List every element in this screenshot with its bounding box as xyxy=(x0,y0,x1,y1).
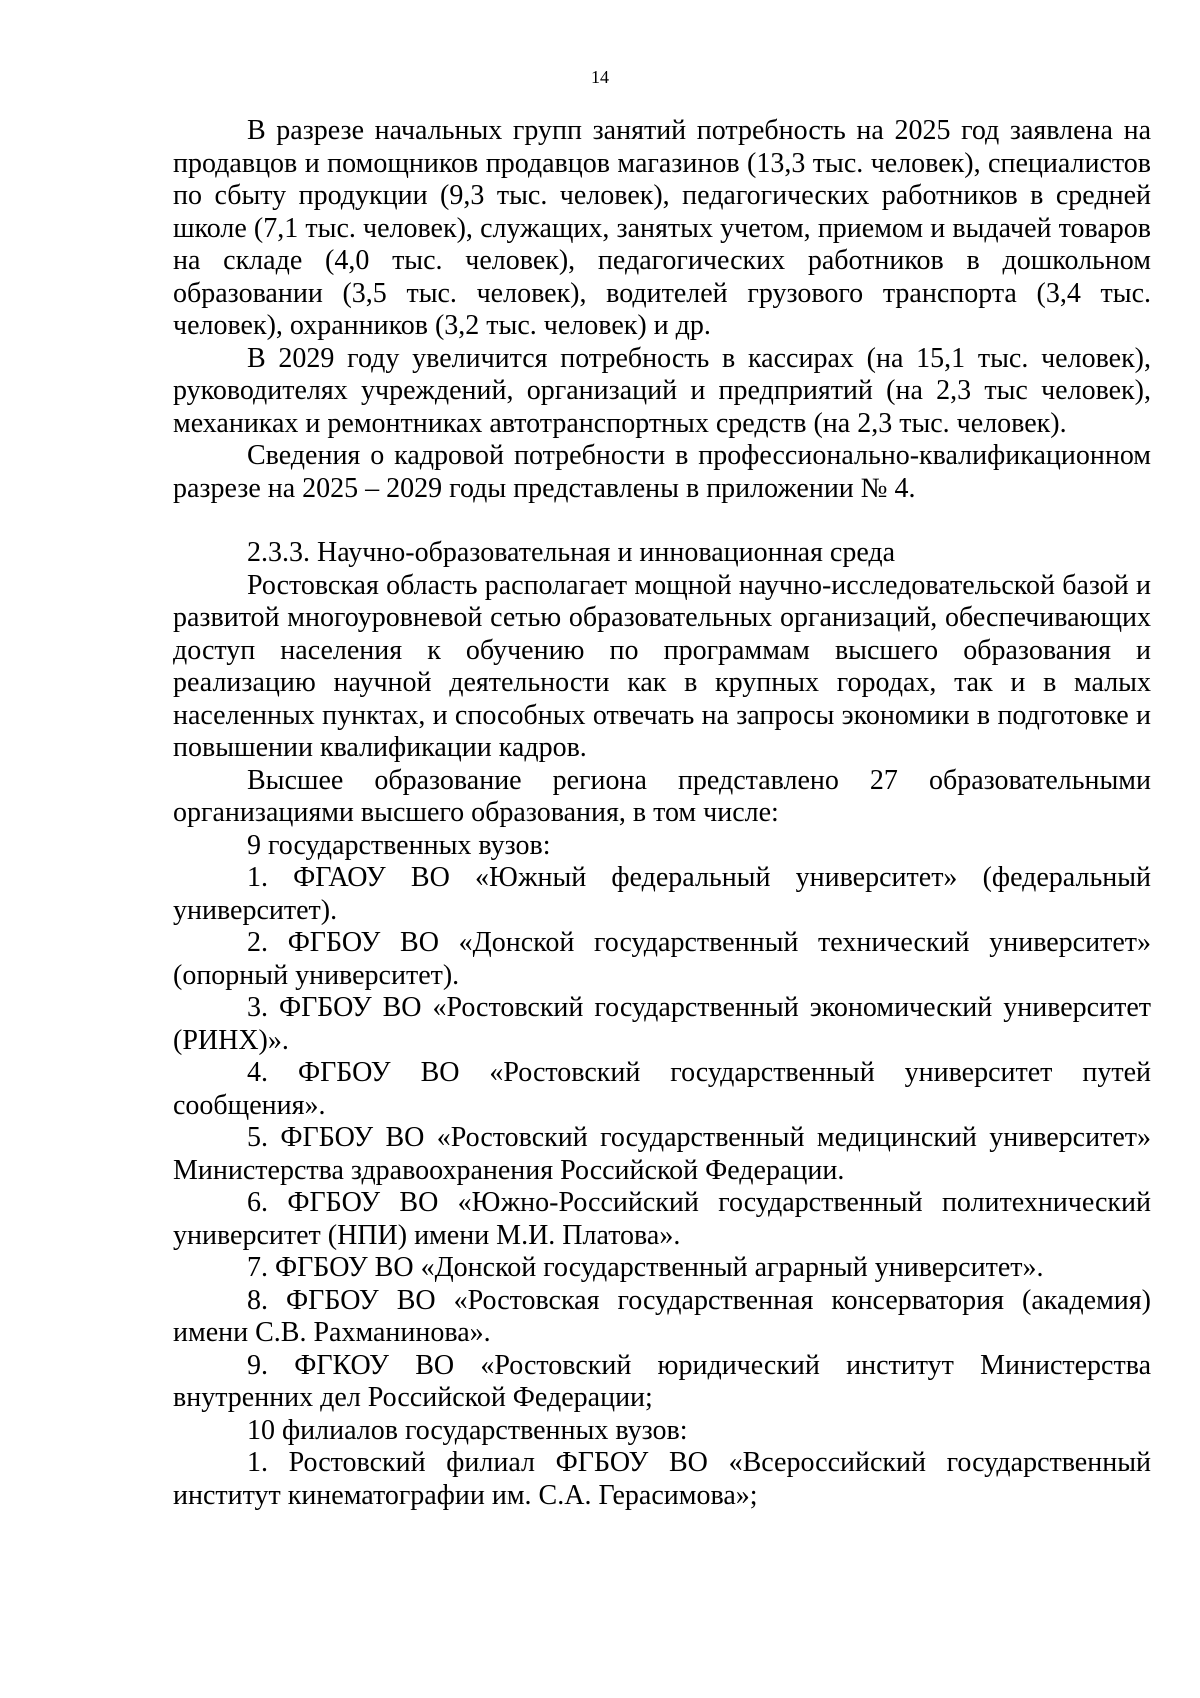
list-item: 4. ФГБОУ ВО «Ростовский государственный университет путей сообщения». xyxy=(173,1057,1151,1121)
list-item: 3. ФГБОУ ВО «Ростовский государственный экономический университет (РИНХ)». xyxy=(173,992,1151,1056)
list-item: 7. ФГБОУ ВО «Донской государственный аграрный университет». xyxy=(247,1252,1044,1283)
state-universities-heading: 9 государственных вузов: xyxy=(247,829,551,861)
branches-heading: 10 филиалов государственных вузов: xyxy=(247,1414,688,1446)
section-intro: Ростовская область располагает мощной научно-исследовательской базой и развитой многоуровневой сетью образовательных организаций, обеспечивающих доступ населения к обучению по программам высшего образования и реализацию научной деятельности как в крупных городах, так и в малых населенных пунктах, и способных отвечать на запросы экономики в подготовке и повышении квалификации кадров. xyxy=(173,569,1151,763)
document-body xyxy=(173,115,1151,1512)
list-item: 9. ФГКОУ ВО «Ростовский юридический институт Министерства внутренних дел Российской Федерации; xyxy=(173,1349,1151,1413)
list-item: 6. ФГБОУ ВО «Южно-Российский государственный политехнический университет (НПИ) имени М.И. Платова». xyxy=(173,1187,1151,1251)
list-item: 5. ФГБОУ ВО «Ростовский государственный медицинский университет» Министерства здравоохранения Российской Федерации. xyxy=(173,1122,1151,1186)
paragraph-appendix-reference: Сведения о кадровой потребности в профессионально-квалификационном разрезе на 2025 – 2029 годы представлены в приложении № 4. xyxy=(173,440,1151,504)
paragraph-demand-2025: В разрезе начальных групп занятий потребность на 2025 год заявлена на продавцов и помощников продавцов магазинов (13,3 тыс. человек), специалистов по сбыту продукции (9,3 тыс. человек), педагогических работников в средней школе (7,1 тыс. человек), служащих, занятых учетом, приемом и выдачей товаров на складе (4,0 тыс. человек), педагогических работников в дошкольном образовании (3,5 тыс. человек), водителей грузового транспорта (3,4 тыс. человек), охранников (3,2 тыс. человек) и др. xyxy=(173,115,1151,341)
list-item: 1. Ростовский филиал ФГБОУ ВО «Всероссийский государственный институт кинематографии им. С.А. Герасимова»; xyxy=(173,1447,1151,1511)
section-summary: Высшее образование региона представлено 27 образовательными организациями высшего образования, в том числе: xyxy=(173,764,1151,828)
list-item: 2. ФГБОУ ВО «Донской государственный технический университет» (опорный университет). xyxy=(173,927,1151,991)
list-item: 1. ФГАОУ ВО «Южный федеральный университет» (федеральный университет). xyxy=(173,862,1151,926)
section-heading: 2.3.3. Научно-образовательная и инновационная среда xyxy=(247,537,896,568)
paragraph-demand-2029: В 2029 году увеличится потребность в кассирах (на 15,1 тыс. человек), руководителях учреждений, организаций и предприятий (на 2,3 тыс человек), механиках и ремонтниках автотранспортных средств (на 2,3 тыс. человек). xyxy=(173,342,1151,439)
list-item: 8. ФГБОУ ВО «Ростовская государственная консерватория (академия) имени С.В. Рахманинова». xyxy=(173,1284,1151,1348)
page-number: 14 xyxy=(591,67,609,87)
